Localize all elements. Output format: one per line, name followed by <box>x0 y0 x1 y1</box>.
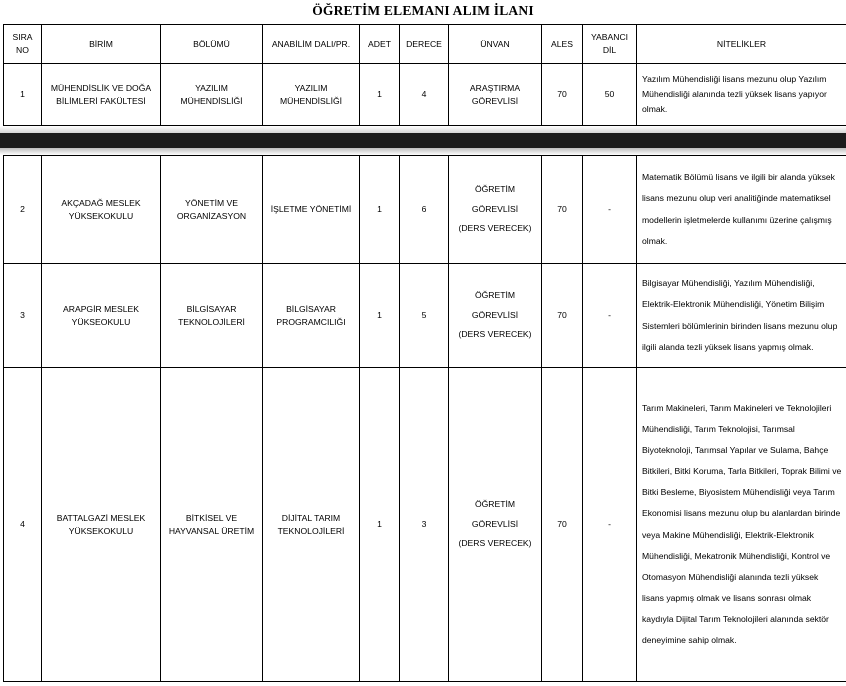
cell-no: 2 <box>4 156 42 264</box>
cell-derece: 6 <box>400 156 449 264</box>
separator-shadow-top <box>0 126 846 133</box>
cell-ales: 70 <box>542 156 583 264</box>
header-derece: DERECE <box>400 25 449 64</box>
cell-bolum: YÖNETİM VE ORGANİZASYON <box>161 156 263 264</box>
cell-nitelikler: Matematik Bölümü lisans ve ilgili bir alanda yüksek lisans mezunu olup veri analitiğinde matematiksel modellerin işletmelerde kullanımı üzerine çalışmış olmak. <box>637 156 846 264</box>
header-birim: BİRİM <box>42 25 161 64</box>
table-row <box>4 156 846 264</box>
cell-birim: ARAPGİR MESLEK YÜKSEOKULU <box>42 264 161 368</box>
listing-table-header <box>3 24 846 126</box>
cell-adet: 1 <box>360 264 400 368</box>
cell-birim: MÜHENDİSLİK VE DOĞA BİLİMLERİ FAKÜLTESİ <box>42 64 161 126</box>
listing-table-continued <box>3 155 846 682</box>
cell-bolum: BİLGİSAYAR TEKNOLOJİLERİ <box>161 264 263 368</box>
cell-nitelikler: Bilgisayar Mühendisliği, Yazılım Mühendisliği, Elektrik-Elektronik Mühendisliği, Yönetim Bilişim Sistemleri bölümlerinin birinden lisans mezunu olup ilgili alanda tezli yüksek lisans yapmış olmak. <box>637 264 846 368</box>
header-row <box>4 25 846 64</box>
cell-birim: BATTALGAZİ MESLEK YÜKSEKOKULU <box>42 368 161 682</box>
header-ales: ALES <box>542 25 583 64</box>
cell-yabanci-dil: - <box>583 264 637 368</box>
cell-bolum: BİTKİSEL VE HAYVANSAL ÜRETİM <box>161 368 263 682</box>
cell-ales: 70 <box>542 264 583 368</box>
separator-shadow-bottom <box>0 148 846 155</box>
page-title: ÖĞRETİM ELEMANI ALIM İLANI <box>312 3 534 18</box>
cell-derece: 5 <box>400 264 449 368</box>
cell-unvan: ÖĞRETİM GÖREVLİSİ (DERS VERECEK) <box>449 156 542 264</box>
cell-no: 3 <box>4 264 42 368</box>
cell-ales: 70 <box>542 368 583 682</box>
header-yabanci-dil: YABANCI DİL <box>583 25 637 64</box>
cell-no: 4 <box>4 368 42 682</box>
cell-anabilim: İŞLETME YÖNETİMİ <box>263 156 360 264</box>
header-anabilim: ANABİLİM DALI/PR. <box>263 25 360 64</box>
cell-anabilim: YAZILIM MÜHENDİSLİĞİ <box>263 64 360 126</box>
header-adet: ADET <box>360 25 400 64</box>
header-sira: SIRA NO <box>4 25 42 64</box>
header-bolumu: BÖLÜMÜ <box>161 25 263 64</box>
cell-derece: 3 <box>400 368 449 682</box>
cell-adet: 1 <box>360 368 400 682</box>
cell-yabanci-dil: - <box>583 156 637 264</box>
cell-adet: 1 <box>360 156 400 264</box>
cell-bolum: YAZILIM MÜHENDİSLİĞİ <box>161 64 263 126</box>
table-row <box>4 64 846 126</box>
cell-no: 1 <box>4 64 42 126</box>
cell-unvan: ARAŞTIRMA GÖREVLİSİ <box>449 64 542 126</box>
cell-anabilim: BİLGİSAYAR PROGRAMCILIĞI <box>263 264 360 368</box>
header-unvan: ÜNVAN <box>449 25 542 64</box>
table-row <box>4 368 846 682</box>
cell-birim: AKÇADAĞ MESLEK YÜKSEKOKULU <box>42 156 161 264</box>
separator-bar <box>0 133 846 148</box>
cell-nitelikler: Yazılım Mühendisliği lisans mezunu olup Yazılım Mühendisliği alanında tezli yüksek lisans yapıyor olmak. <box>637 64 846 126</box>
cell-nitelikler: Tarım Makineleri, Tarım Makineleri ve Teknolojileri Mühendisliği, Tarım Teknolojisi, Tarımsal Biyoteknoloji, Tarımsal Yapılar ve Sulama, Bahçe Bitkileri, Bitki Koruma, Tarla Bitkileri, Toprak Bilimi ve Bitki Besleme, Biyosistem Mühendisliği veya Tarım Ekonomisi lisans mezunu olup bu alanlardan birinde veya Makine Mühendisliği, Elektrik-Elektronik Mühendisliği, Mekatronik Mühendisliği, Kontrol ve Otomasyon Mühendisliği alanında tezli yüksek lisans yapmış olmak ve lisans sonrası olmak kaydıyla Dijital Tarım Teknolojileri alanında sektör deneyimine sahip olmak. <box>637 368 846 682</box>
cell-yabanci-dil: 50 <box>583 64 637 126</box>
cell-unvan: ÖĞRETİM GÖREVLİSİ (DERS VERECEK) <box>449 264 542 368</box>
cell-ales: 70 <box>542 64 583 126</box>
cell-derece: 4 <box>400 64 449 126</box>
header-nitelikler: NİTELİKLER <box>637 25 846 64</box>
cell-adet: 1 <box>360 64 400 126</box>
table-row <box>4 264 846 368</box>
cell-yabanci-dil: - <box>583 368 637 682</box>
cell-unvan: ÖĞRETİM GÖREVLİSİ (DERS VERECEK) <box>449 368 542 682</box>
cell-anabilim: DİJİTAL TARIM TEKNOLOJİLERİ <box>263 368 360 682</box>
